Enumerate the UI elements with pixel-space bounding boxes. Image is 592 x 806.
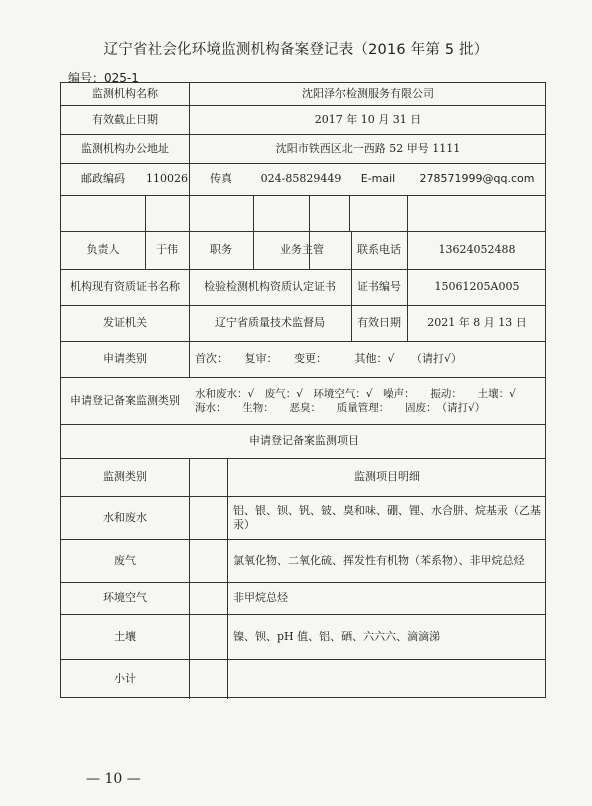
monitor-type-line-1: 水和废水：√ 废气：√ 环境空气：√ 噪声： 振动： 土壤：√ bbox=[195, 387, 516, 400]
address-label: 监测机构办公地址 bbox=[81, 141, 169, 155]
org-name-label: 监测机构名称 bbox=[92, 87, 158, 100]
org-name-value: 沈阳泽尔检测服务有限公司 bbox=[302, 87, 434, 100]
expiry-value: 2017 年 10 月 31 日 bbox=[314, 112, 422, 126]
email-value: 278571999@qq.com bbox=[419, 172, 535, 185]
cert-name-label: 机构现有资质证书名称 bbox=[70, 280, 180, 293]
fax-value: 024-85829449 bbox=[260, 172, 342, 185]
expiry-label: 有效截止日期 bbox=[92, 112, 158, 126]
position-label: 职务 bbox=[210, 243, 232, 256]
section-title: 申请登记备案监测项目 bbox=[249, 434, 359, 447]
item-category: 环境空气 bbox=[103, 591, 147, 604]
monitor-type-line-2: 海水： 生物： 恶臭： 质量管理： 固废： （请打√） bbox=[195, 401, 486, 414]
valid-label: 有效日期 bbox=[357, 316, 401, 329]
cert-no-label: 证书编号 bbox=[357, 280, 401, 293]
issuer-value: 辽宁省质量技术监督局 bbox=[215, 316, 325, 329]
issuer-label: 发证机关 bbox=[103, 316, 147, 329]
item-detail: 镍、钡、pH 值、铝、硒、六六六、滴滴涕 bbox=[233, 629, 441, 643]
postcode-label: 邮政编码 bbox=[81, 172, 125, 185]
postcode-value: 110026 bbox=[146, 172, 188, 185]
monitor-type-value bbox=[189, 377, 547, 424]
item-detail: 氯氧化物、二氧化硫、挥发性有机物（苯系物）、非甲烷总烃 bbox=[233, 553, 525, 567]
page-number: — 10 — bbox=[86, 771, 141, 787]
fax-label: 传真 bbox=[210, 172, 232, 185]
items-header-category: 监测类别 bbox=[103, 470, 147, 483]
document-number: 编号：025-1 bbox=[68, 71, 139, 85]
phone-label: 联系电话 bbox=[357, 243, 401, 256]
phone-value: 13624052488 bbox=[438, 243, 516, 256]
item-category: 水和废水 bbox=[103, 510, 147, 524]
item-detail-subtotal bbox=[227, 659, 547, 699]
page-title: 辽宁省社会化环境监测机构备案登记表（2016 年第 5 批） bbox=[103, 42, 489, 58]
items-header-detail: 监测项目明细 bbox=[354, 470, 420, 483]
address-value: 沈阳市铁西区北一西路 52 甲号 1111 bbox=[275, 141, 461, 155]
item-category: 废气 bbox=[114, 553, 136, 567]
email-label: E-mail bbox=[360, 172, 396, 185]
cert-no-value: 15061205A005 bbox=[434, 280, 520, 293]
person-value: 于伟 bbox=[156, 243, 178, 256]
monitor-type-label: 申请登记备案监测类别 bbox=[70, 393, 180, 407]
item-detail: 非甲烷总烃 bbox=[233, 591, 288, 604]
item-category: 土壤 bbox=[114, 629, 136, 643]
person-label: 负责人 bbox=[86, 243, 120, 256]
apply-type-label: 申请类别 bbox=[103, 352, 147, 365]
cert-name-value: 检验检测机构资质认定证书 bbox=[204, 280, 336, 293]
item-category-subtotal: 小计 bbox=[114, 672, 136, 685]
valid-value: 2021 年 8 月 13 日 bbox=[427, 316, 527, 329]
item-detail: 铝、银、钡、钒、铍、臭和味、硼、锂、水合肼、烷基汞（乙基汞） bbox=[233, 503, 541, 531]
apply-type-value: 首次： 复审： 变更： 其他：√ （请打√） bbox=[195, 352, 463, 365]
registration-table bbox=[60, 82, 546, 698]
position-value: 业务主管 bbox=[280, 243, 324, 256]
